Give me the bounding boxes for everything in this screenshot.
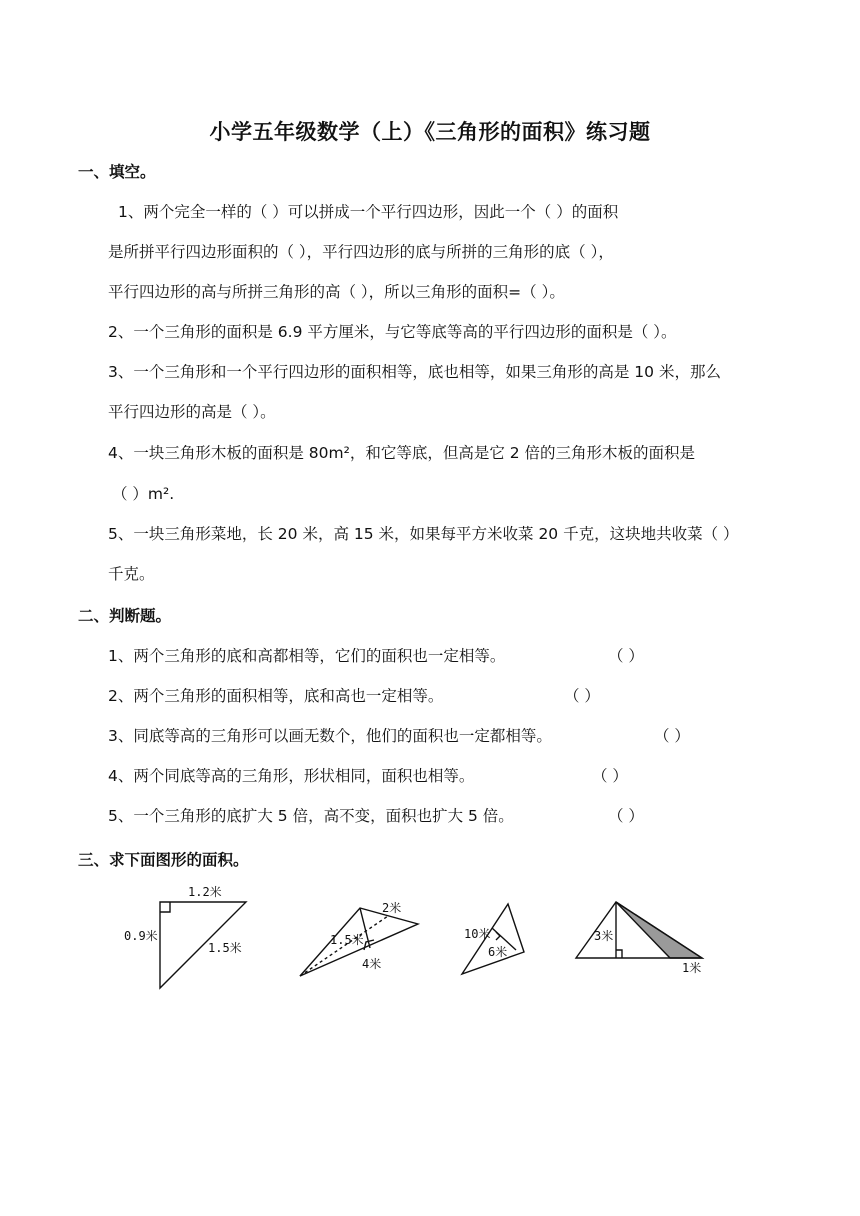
- fill-question-line: 2、一个三角形的面积是 6.9 平方厘米，与它等底等高的平行四边形的面积是（ ）。: [108, 323, 677, 341]
- judge-item-text: 4、两个同底等高的三角形，形状相同，面积也相等。: [108, 767, 475, 785]
- figure-label: 2米: [382, 901, 402, 915]
- fill-question-line: 4、一块三角形木板的面积是 80m²，和它等底，但高是它 2 倍的三角形木板的面积是: [108, 444, 696, 462]
- fill-question-line: 1、两个完全一样的（ ）可以拼成一个平行四边形，因此一个（ ）的面积: [118, 203, 619, 221]
- fill-question-line: 千克。: [108, 565, 155, 583]
- figure-label: 3米: [594, 929, 614, 943]
- section-heading-judge: 二、判断题。: [78, 607, 172, 625]
- figure-label: 0.9米: [124, 929, 158, 943]
- figure-label: 1.5米: [208, 941, 242, 955]
- figure-label: 1.5米: [330, 933, 364, 947]
- judge-item-text: 5、一个三角形的底扩大 5 倍，高不变，面积也扩大 5 倍。: [108, 807, 514, 825]
- fill-question-line: 平行四边形的高是（ ）。: [108, 403, 276, 421]
- fill-question-line: 5、一块三角形菜地，长 20 米，高 15 米，如果每平方米收菜 20 千克，这块地共收菜（ ）: [108, 525, 739, 543]
- judge-item-text: 1、两个三角形的底和高都相等，它们的面积也一定相等。: [108, 647, 506, 665]
- judge-answer-blank[interactable]: （ ）: [592, 767, 628, 785]
- section-heading-area: 三、求下面图形的面积。: [78, 851, 249, 869]
- page-title: 小学五年级数学（上）《三角形的面积》练习题: [209, 120, 651, 144]
- figures-row: [0, 880, 860, 1000]
- fill-question-line: （ ）m².: [112, 485, 175, 503]
- fill-question-line: 是所拼平行四边形面积的（ ），平行四边形的底与所拼的三角形的底（ ），: [108, 243, 614, 261]
- judge-answer-blank[interactable]: （ ）: [608, 807, 644, 825]
- figure-label: 1.2米: [188, 885, 222, 899]
- judge-answer-blank[interactable]: （ ）: [564, 687, 600, 705]
- judge-item-text: 3、同底等高的三角形可以画无数个，他们的面积也一定都相等。: [108, 727, 552, 745]
- figure-label: 1米: [682, 961, 702, 975]
- judge-answer-blank[interactable]: （ ）: [608, 647, 644, 665]
- judge-answer-blank[interactable]: （ ）: [654, 727, 690, 745]
- fill-question-line: 平行四边形的高与所拼三角形的高（ ），所以三角形的面积=（ ）。: [108, 283, 565, 301]
- section-heading-fill: 一、填空。: [78, 163, 156, 181]
- figure-label: 4米: [362, 957, 382, 971]
- judge-item-text: 2、两个三角形的面积相等，底和高也一定相等。: [108, 687, 444, 705]
- figure-label: 10米: [464, 927, 491, 941]
- figure-label: 6米: [488, 945, 508, 959]
- fill-question-line: 3、一个三角形和一个平行四边形的面积相等，底也相等，如果三角形的高是 10 米，那么: [108, 363, 721, 381]
